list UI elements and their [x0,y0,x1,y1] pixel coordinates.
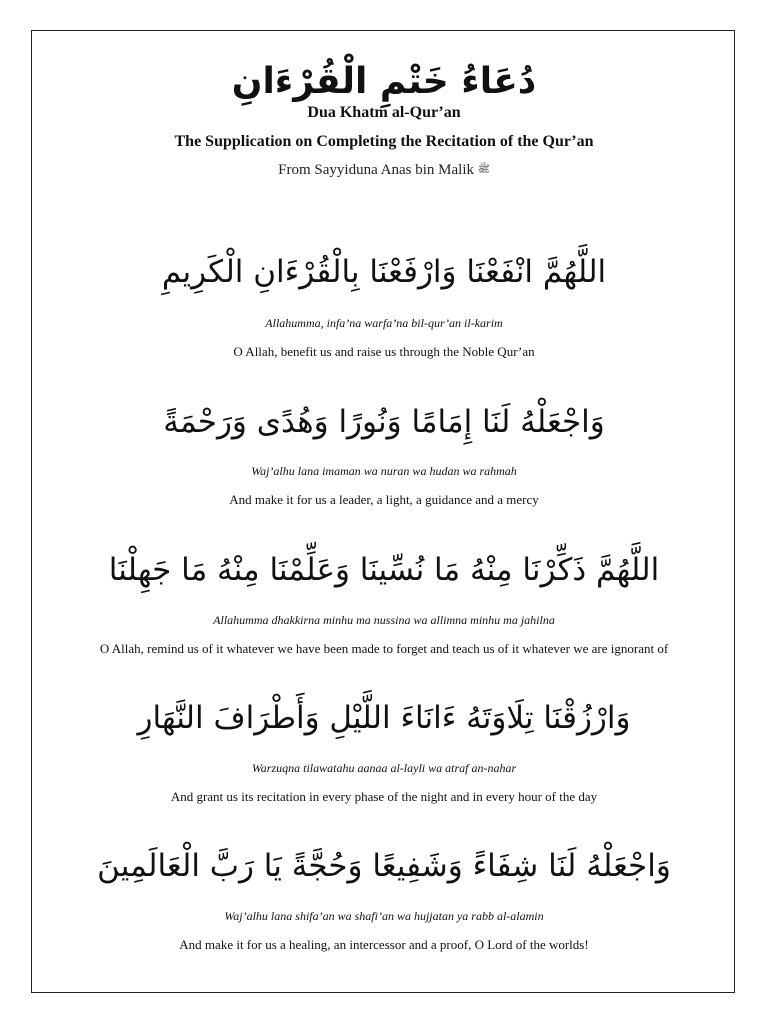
verse-transliteration: Waj’alhu lana shifa’an wa shafi’an wa hujjatan ya rabb al-alamin [224,909,544,923]
verse-translation: O Allah, benefit us and raise us through the Noble Qur’an [233,344,535,359]
verse-transliteration: Allahumma dhakkirna minhu ma nussina wa allimna minhu ma jahilna [213,613,555,627]
subtitle: The Supplication on Completing the Recitation of the Qur’an [174,133,594,150]
verse-translation: And grant us its recitation in every phase of the night and in every hour of the day [170,789,598,804]
source-line [0,160,768,180]
verse-translation: O Allah, remind us of it whatever we have been made to forget and teach us of it whatever we are ignorant of [99,641,669,656]
title-arabic: دُعَاءُ خَتْمِ الْقُرْءَانِ [231,61,537,102]
verse-arabic: وَاجْعَلْهُ لَنَا شِفَاءً وَشَفِيعًا وَحُجَّةً يَا رَبَّ الْعَالَمِينَ [97,848,671,884]
verse-arabic: اللَّهُمَّ ذَكِّرْنَا مِنْهُ مَا نُسِّينَا وَعَلِّمْنَا مِنْهُ مَا جَهِلْنَا [108,552,660,588]
honorific-glyph: ﷺ [477,164,490,175]
verse-translation: And make it for us a healing, an intercessor and a proof, O Lord of the worlds! [179,937,589,952]
verse-transliteration: Waj’alhu lana imaman wa nuran wa hudan wa rahmah [251,464,517,478]
verse-arabic: وَارْزُقْنَا تِلَاوَتَهُ ءَانَاءَ اللَّيْلِ وَأَطْرَافَ النَّهَارِ [137,700,631,736]
verse-transliteration: Allahumma, infa’na warfa’na bil-qur’an il-karim [265,316,503,330]
source-text: From Sayyiduna Anas bin Malik [278,162,474,178]
title-english: Dua Khatm al-Qur’an [307,104,461,121]
verse-arabic: اللَّهُمَّ انْفَعْنَا وَارْفَعْنَا بِالْقُرْءَانِ الْكَرِيمِ [161,254,607,290]
verse-translation: And make it for us a leader, a light, a guidance and a mercy [229,492,539,507]
verse-transliteration: Warzuqna tilawatahu aanaa al-layli wa atraf an-nahar [251,761,517,775]
verse-arabic: وَاجْعَلْهُ لَنَا إِمَامًا وَنُورًا وَهُدًى وَرَحْمَةً [163,404,605,440]
